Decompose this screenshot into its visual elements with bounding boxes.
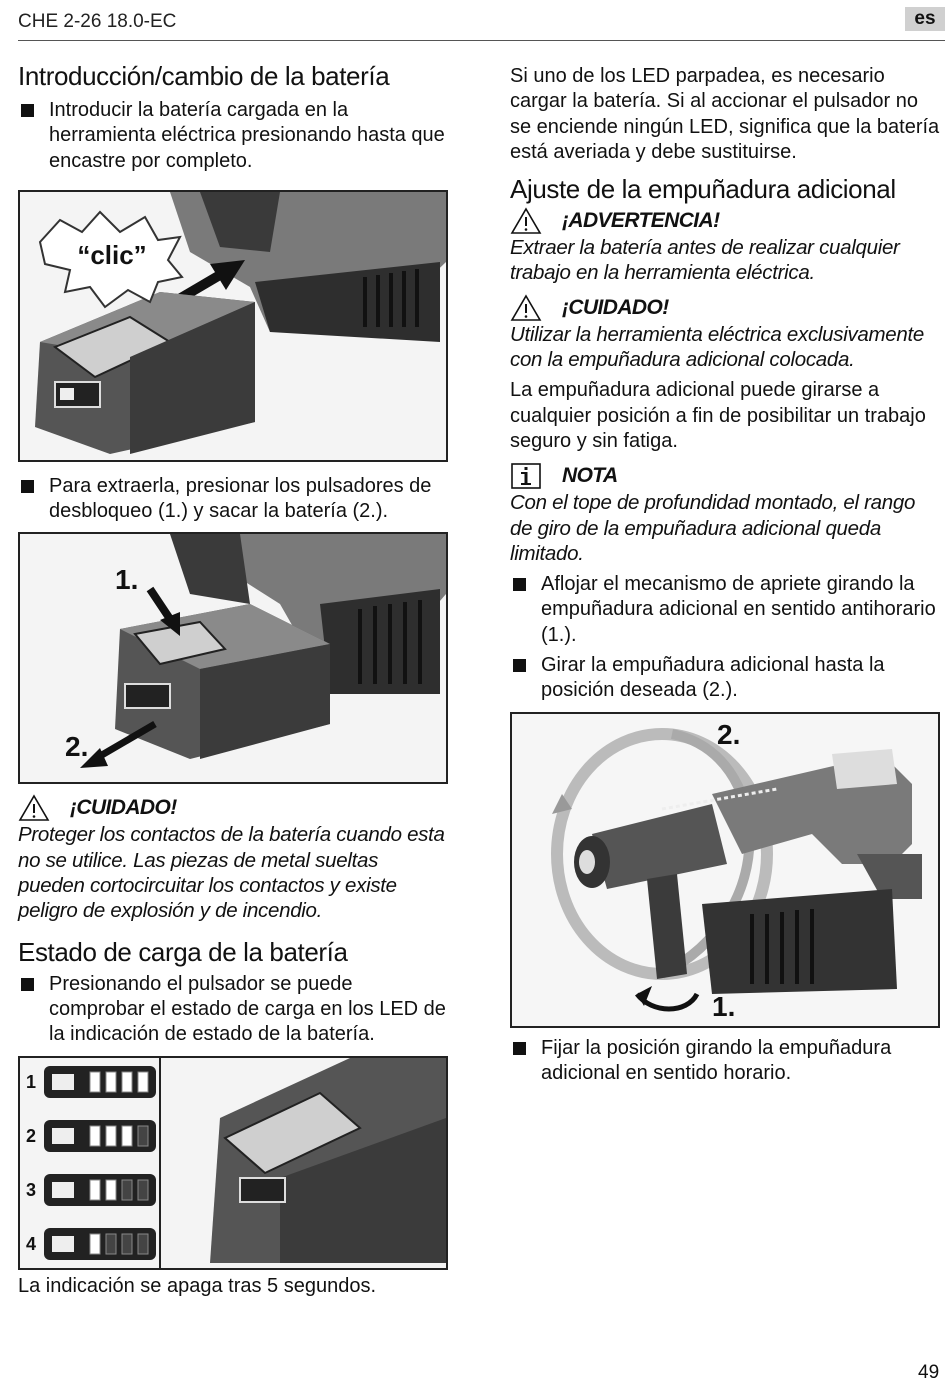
- figure-charge-indicator: [18, 1056, 448, 1270]
- led-blink-info: Si uno de los LED parpadea, es necesario cargar la batería. Si al accionar el pulsador no se enciende ningún LED, significa que la batería está averiada y debe sustituirse.: [510, 65, 940, 163]
- section-title-charge-state: Estado de carga de la batería: [18, 936, 348, 967]
- square-bullet-icon: [21, 480, 34, 493]
- charge-indicator-illustration: [20, 1058, 446, 1268]
- page-number: 49: [918, 1362, 940, 1383]
- caution-heading-right: ¡CUIDADO!: [510, 294, 942, 322]
- handle-adjustment-illustration: [512, 714, 938, 1026]
- step-1-label: 1.: [115, 564, 139, 596]
- info-icon: [510, 462, 542, 490]
- indicator-off-note: La indicación se apaga tras 5 segundos.: [18, 1274, 377, 1297]
- bullet-remove-battery: Para extraerla, presionar los pulsadores de desbloqueo (1.) y sacar la batería (2.).: [18, 474, 450, 525]
- left-column: [18, 60, 450, 1299]
- handle-step-2-label: 2.: [717, 718, 741, 750]
- bullet-fix-handle: Fijar la posición girando la empuñadura adicional en sentido horario.: [510, 1036, 942, 1087]
- square-bullet-icon: [21, 978, 34, 991]
- led-level-4: 4: [26, 1233, 37, 1254]
- document-header-title: CHE 2-26 18.0-EC: [18, 11, 177, 32]
- note-text: Con el tope de profundidad montado, el rango de giro de la empuñadura adicional queda limitado.: [510, 491, 916, 565]
- bullet-loosen-handle: Aflojar el mecanismo de apriete girando la empuñadura adicional en sentido antihorario (1.).: [510, 572, 942, 648]
- caution-text: Proteger los contactos de la batería cuando esta no se utilice. Las piezas de metal sueltas pueden cortocircuitar los contactos y existe peligro de explosión y de incendio.: [18, 823, 445, 923]
- section-title-battery-change: Introducción/cambio de la batería: [18, 61, 390, 91]
- square-bullet-icon: [513, 1042, 526, 1055]
- handle-step-1-label: 1.: [712, 990, 736, 1022]
- section-title-auxiliary-handle: Ajuste de la empuñadura adicional: [510, 174, 896, 205]
- figure-handle-adjustment: [510, 712, 940, 1028]
- clic-label: “clic”: [77, 239, 147, 270]
- led-level-2: 2: [26, 1125, 37, 1146]
- caution-heading: ¡CUIDADO!: [18, 794, 450, 822]
- led-level-1: 1: [26, 1071, 37, 1092]
- figure-battery-remove: [18, 532, 448, 784]
- figure-battery-insert: [18, 190, 448, 462]
- step-2-label: 2.: [65, 731, 89, 763]
- bullet-rotate-handle: Girar la empuñadura adicional hasta la posición deseada (2.).: [510, 653, 942, 704]
- bullet-insert-battery: Introducir la batería cargada en la herramienta eléctrica presionando hasta que encastre por completo.: [18, 98, 450, 174]
- warning-heading: ¡ADVERTENCIA!: [510, 207, 942, 235]
- battery-insert-illustration: [20, 192, 446, 460]
- warning-text: Extraer la batería antes de realizar cualquier trabajo en la herramienta eléctrica.: [510, 236, 900, 285]
- handle-rotation-info: La empuñadura adicional puede girarse a cualquier posición a fin de posibilitar un trabajo seguro y sin fatiga.: [510, 379, 926, 452]
- note-heading: NOTA: [510, 462, 942, 490]
- header-divider: [18, 40, 945, 41]
- battery-remove-illustration: [20, 534, 446, 782]
- square-bullet-icon: [513, 659, 526, 672]
- square-bullet-icon: [21, 104, 34, 117]
- caution-text-right: Utilizar la herramienta eléctrica exclusivamente con la empuñadura adicional colocada.: [510, 322, 924, 372]
- warning-triangle-icon: [18, 794, 50, 822]
- bullet-check-charge: Presionando el pulsador se puede comprobar el estado de carga en los LED de la indicación de estado de la batería.: [18, 972, 450, 1048]
- warning-triangle-icon: [510, 207, 542, 235]
- warning-triangle-icon: [510, 294, 542, 322]
- led-level-3: 3: [26, 1179, 37, 1200]
- square-bullet-icon: [513, 578, 526, 591]
- language-badge: es: [905, 7, 945, 31]
- right-column: [510, 64, 942, 1086]
